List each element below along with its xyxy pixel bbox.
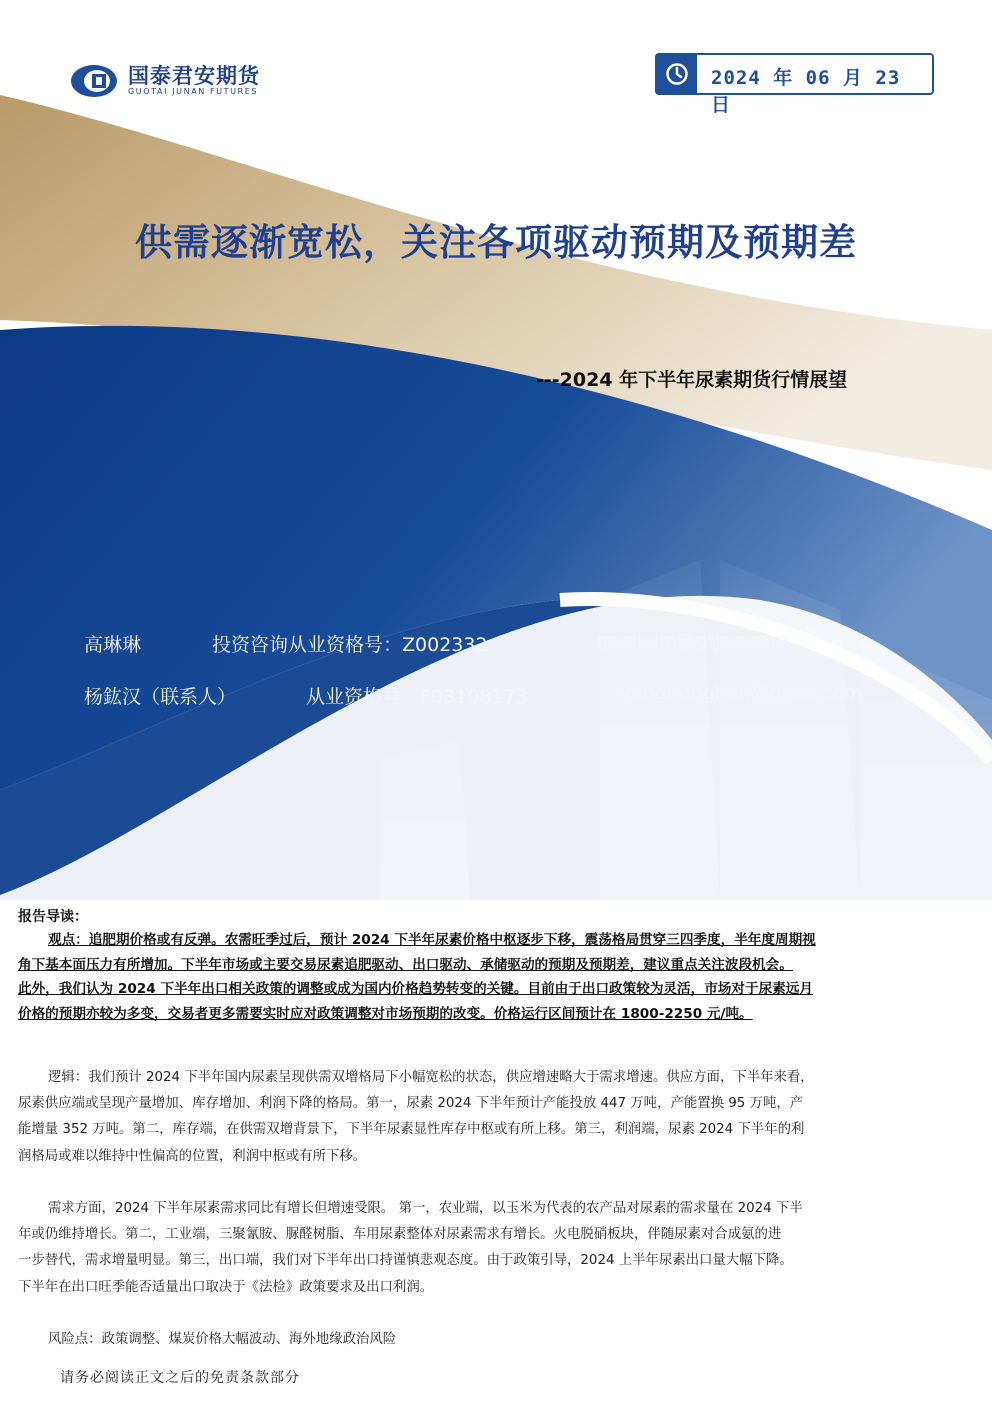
demand-paragraph: [18, 1196, 976, 1301]
disclaimer-notice: 请务必阅读正文之后的免责条款部分: [60, 1370, 300, 1386]
summary-line: 此外，我们认为 2024 下半年出口相关政策的调整或成为国内价格趋势转变的关键。目前由于出口政策较为灵活，市场对于尿素远月: [18, 981, 813, 997]
report-subtitle: ---2024 年下半年尿素期货行情展望: [536, 369, 848, 391]
paragraph-line: 润格局或难以维持中性偏高的位置，利润中枢或有所下移。: [18, 1148, 367, 1164]
paragraph-line: 下半年在出口旺季能否适量出口取决于《法检》政策要求及出口利润。: [18, 1279, 434, 1295]
date-box: [655, 53, 934, 116]
paragraph-line: 一步替代，需求增量明显。第三，出口端，我们对下半年出口持谨慎悲观态度。由于政策引导，2024 上半年尿素出口量大幅下降。: [18, 1253, 793, 1269]
risk-points: 风险点：政策调整、煤炭价格大幅波动、海外地缘政治风险: [48, 1332, 397, 1347]
logo-name-en: GUOTAI JUNAN FUTURES: [128, 87, 259, 96]
paragraph-line: 尿素供应端或呈现产量增加、库存增加、利润下降的格局。第一，尿素 2024 下半年预计产能投放 447 万吨，产能置换 95 万吨，产: [18, 1096, 804, 1112]
report-date: 2024 年 06 月 23 日: [711, 67, 901, 116]
paragraph-line: 能增量 352 万吨。第二，库存端，在供需双增背景下，下半年尿素显性库存中枢或有所上移。第三，利润端，尿素 2024 下半年的利: [18, 1122, 805, 1138]
summary-line: 角下基本面压力有所增加。下半年市场或主要交易尿素追肥驱动、出口驱动、承储驱动的预期及预期差，建议重点关注波段机会。: [18, 956, 793, 973]
clock-icon: [657, 55, 697, 93]
paragraph-line: 逻辑：我们预计 2024 下半年国内尿素呈现供需双增格局下小幅宽松的状态，供应增速略大于需求增速。供应方面，下半年来看，: [48, 1070, 814, 1085]
report-title: 供需逐渐宽松，关注各项驱动预期及预期差: [135, 221, 857, 264]
author-name: 高琳琳: [84, 634, 142, 656]
author-name: 杨鈜汉（联系人）: [84, 686, 237, 708]
summary-line: 观点：追肥期价格或有反弹。农需旺季过后，预计 2024 下半年尿素价格中枢逐步下移，震荡格局贯穿三四季度，半年度周期视: [48, 932, 816, 948]
logic-paragraph: [18, 1065, 976, 1170]
guide-label: 报告导读：: [18, 909, 88, 925]
author-cert: 从业资格号：F03108173: [306, 686, 528, 708]
author-email[interactable]: gaolinlin@gtjas.com: [596, 630, 789, 652]
logo-icon: [70, 64, 118, 98]
logo-name-cn: 国泰君安期货: [128, 64, 260, 88]
author-email[interactable]: yanghonghan@gtjas.com: [620, 682, 863, 704]
paragraph-line: 需求方面，2024 下半年尿素需求同比有增长但增速受限。 第一，农业端，以玉米为代表的农产品对尿素的需求量在 2024 下半: [48, 1201, 803, 1216]
summary-line: 价格的预期亦较为多变，交易者更多需要实时应对政策调整对市场预期的改变。价格运行区间预计在 1800-2250 元/吨。: [18, 1005, 753, 1022]
guide-summary: [18, 928, 978, 1026]
company-logo: [70, 64, 260, 98]
paragraph-line: 年或仍维持增长。第二，工业端，三聚氰胺、脲醛树脂、车用尿素整体对尿素需求有增长。火电脱硝板块，伴随尿素对合成氨的进: [18, 1227, 782, 1243]
author-cert: 投资咨询从业资格号：Z002332: [212, 634, 488, 656]
